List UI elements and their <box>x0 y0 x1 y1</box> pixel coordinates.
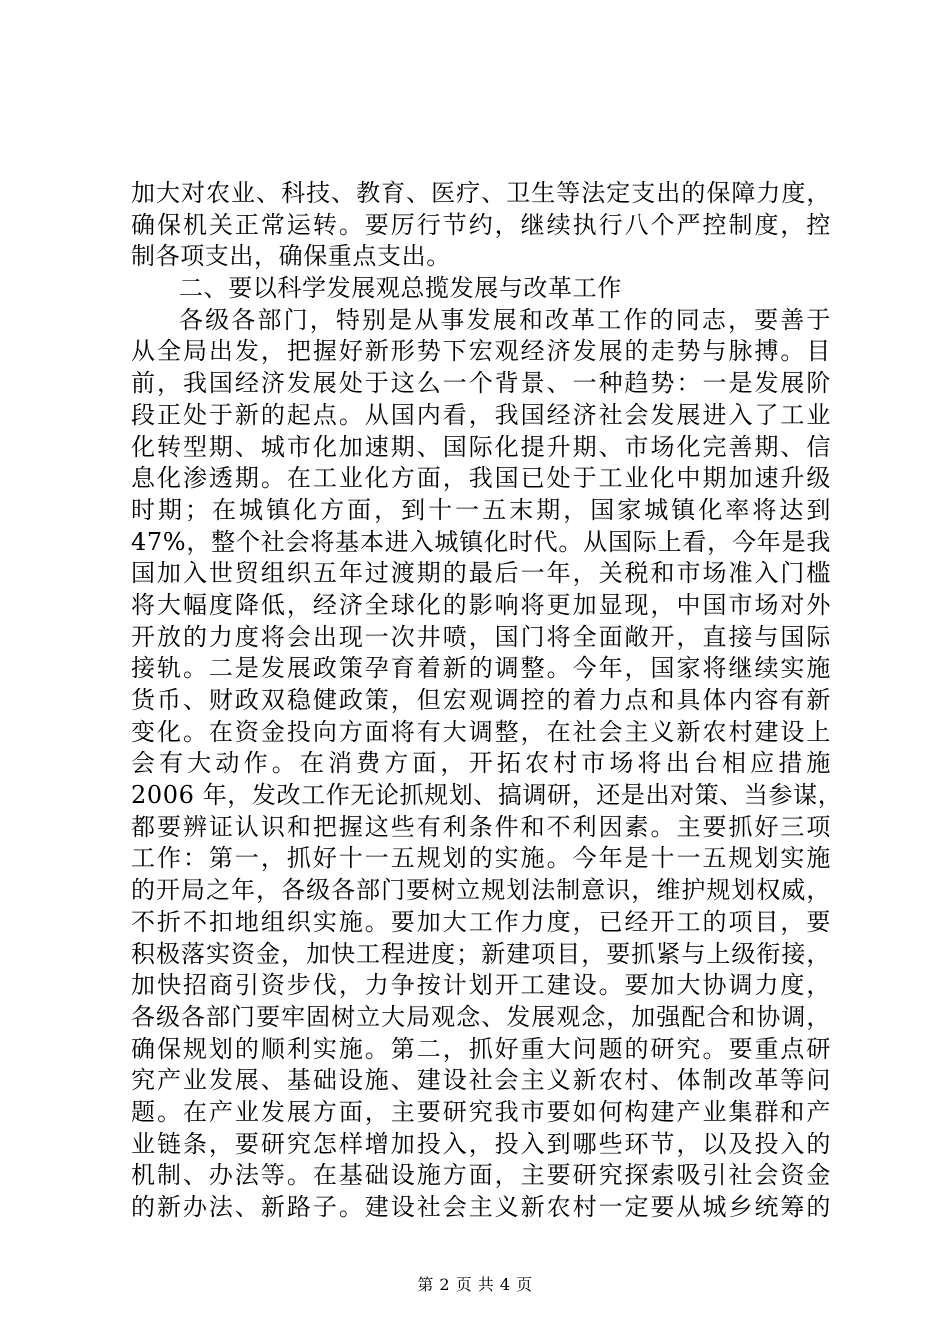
text-line: 的开局之年，各级各部门要树立规划法制意识，维护规划权威， <box>131 876 831 905</box>
text-line: 变化。在资金投向方面将有大调整，在社会主义新农村建设上 <box>131 717 831 746</box>
text-line: 业链条，要研究怎样增加投入，投入到哪些环节，以及投入的 <box>131 1129 831 1158</box>
text-line: 前，我国经济发展处于这么一个背景、一种趋势：一是发展阶 <box>131 369 831 398</box>
text-line: 加快招商引资步伐，力争按计划开工建设。要加大协调力度， <box>131 971 831 1000</box>
text-line: 工作：第一，抓好十一五规划的实施。今年是十一五规划实施 <box>131 844 831 873</box>
section-heading: 二、要以科学发展观总揽发展与改革工作 <box>179 274 622 303</box>
text-line: 会有大动作。在消费方面，开拓农村市场将出台相应措施 <box>131 749 831 778</box>
text-line: 接轨。二是发展政策孕育着新的调整。今年，国家将继续实施 <box>131 654 831 683</box>
text-line: 题。在产业发展方面，主要研究我市要如何构建产业集群和产 <box>131 1097 831 1126</box>
text-line: 2006 年，发改工作无论抓规划、搞调研，还是出对策、当参谋， <box>131 781 843 810</box>
text-line: 开放的力度将会出现一次井喷，国门将全面敞开，直接与国际 <box>131 622 831 651</box>
document-body <box>131 178 843 1224</box>
text-line: 货币、财政双稳健政策，但宏观调控的着力点和具体内容有新 <box>131 686 831 714</box>
text-line: 加大对农业、科技、教育、医疗、卫生等法定支出的保障力度， <box>131 179 831 207</box>
text-line: 制各项支出，确保重点支出。 <box>131 242 451 271</box>
text-line: 47%，整个社会将基本进入城镇化时代。从国际上看，今年是我 <box>131 527 831 556</box>
text-line: 机制、办法等。在基础设施方面，主要研究探索吸引社会资金 <box>131 1161 831 1190</box>
text-line: 不折不扣地组织实施。要加大工作力度，已经开工的项目，要 <box>131 907 831 936</box>
text-line: 都要辨证认识和把握这些有利条件和不利因素。主要抓好三项 <box>131 812 831 841</box>
text-line: 的新办法、新路子。建设社会主义新农村一定要从城乡统筹的 <box>131 1193 831 1221</box>
text-line: 国加入世贸组织五年过渡期的最后一年，关税和市场准入门槛 <box>131 559 831 588</box>
text-line: 从全局出发，把握好新形势下宏观经济发展的走势与脉搏。目 <box>131 337 831 366</box>
text-line: 各级各部门要牢固树立大局观念、发展观念，加强配合和协调， <box>131 1002 831 1031</box>
text-line: 段正处于新的起点。从国内看，我国经济社会发展进入了工业 <box>131 400 831 429</box>
text-line: 确保机关正常运转。要厉行节约，继续执行八个严控制度，控 <box>131 210 831 239</box>
text-line: 时期；在城镇化方面，到十一五末期，国家城镇化率将达到 <box>131 495 831 524</box>
text-line: 积极落实资金，加快工程进度；新建项目，要抓紧与上级衔接， <box>131 939 831 968</box>
text-line: 确保规划的顺利实施。第二，抓好重大问题的研究。要重点研 <box>131 1034 831 1063</box>
text-line: 化转型期、城市化加速期、国际化提升期、市场化完善期、信 <box>131 432 831 461</box>
page-number-footer: 第 2 页 共 4 页 <box>417 1275 533 1294</box>
text-line: 息化渗透期。在工业化方面，我国已处于工业化中期加速升级 <box>131 464 831 493</box>
text-line: 各级各部门，特别是从事发展和改革工作的同志，要善于 <box>179 305 831 334</box>
text-line: 究产业发展、基础设施、建设社会主义新农村、体制改革等问 <box>131 1066 831 1095</box>
text-line: 将大幅度降低，经济全球化的影响将更加显现，中国市场对外 <box>131 590 831 619</box>
